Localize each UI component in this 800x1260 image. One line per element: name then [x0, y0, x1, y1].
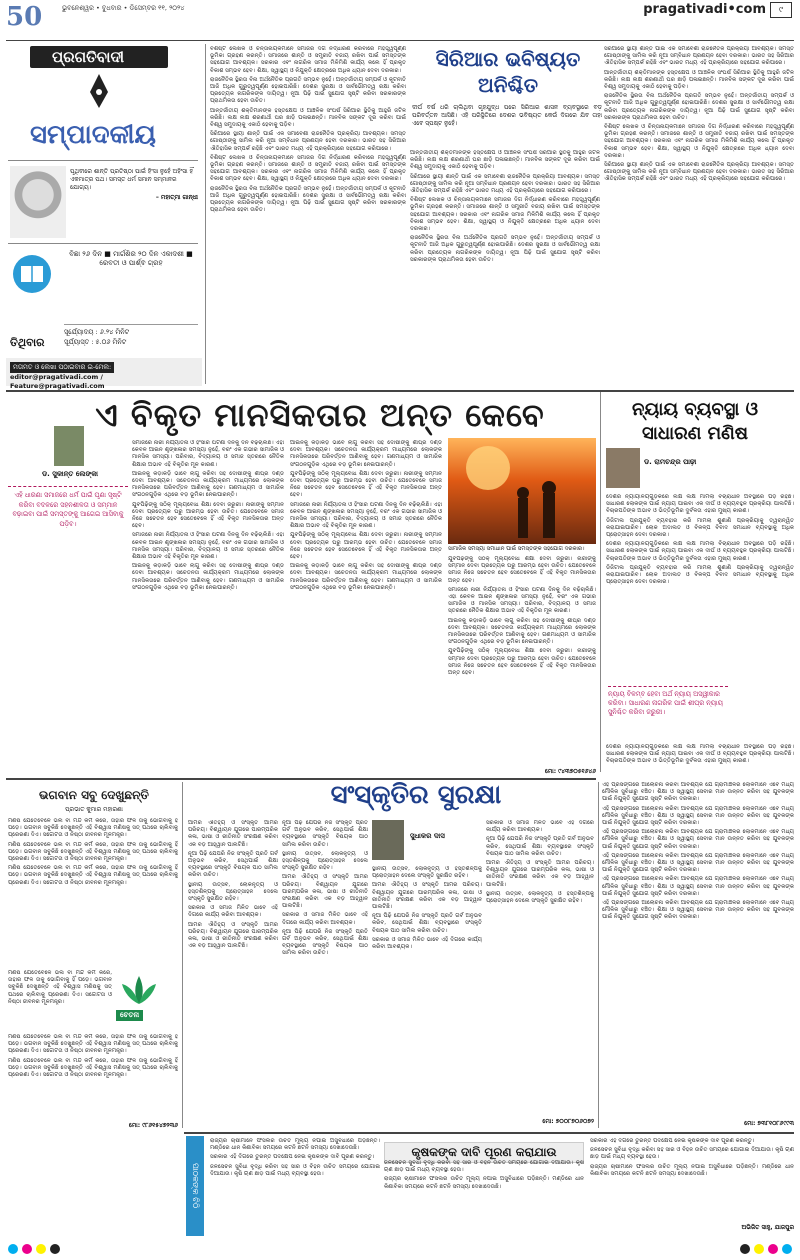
article-paragraph: ଏହି ପ୍ରସଙ୍ଗରେ ଆଲୋଚନା କରିବା ଆବଶ୍ୟକ ଯେ ଗ୍ରାମାଞ୍ଚଳର ଲୋକମାନେ ଏବେ ମଧ୍ୟ ମୌଳିକ ସୁବିଧାରୁ ବଞ୍ଚିତ। ଶିକ୍ଷା ଓ ସ୍ୱାସ୍ଥ୍ୟ ସେବାର ମାନ ଉନ୍ନତ କରିବା ସହ ଯୁବକଙ୍କ ପାଇଁ ନିଯୁକ୍ତି ସୁଯୋଗ ସୃଷ୍ଟି କରିବା ଦରକାର। [602, 852, 794, 874]
article-paragraph: ଯୁବପିଢ଼ିଙ୍କୁ ସଠିକ୍ ମୂଲ୍ୟବୋଧ ଶିକ୍ଷା ଦେବା ଜରୁରୀ। ନାରୀଙ୍କୁ ସମ୍ମାନ ଦେବା ପ୍ରତ୍ୟେକ ଘରୁ ଆରମ୍ଭ ହେବା ଉଚିତ। ଯେତେବେଳେ ସମାଜ ନିଜେ ସଚେତନ ହେବ ସେତେବେଳେ ହିଁ ଏହି ବିକୃତ ମାନସିକତାର ଅନ୍ତ ହେବ। [290, 532, 442, 561]
article-paragraph: ଦେଶର ନ୍ୟାୟାଳୟଗୁଡ଼ିକରେ ଲକ୍ଷ ଲକ୍ଷ ମାମଲା ବିଚାରାଧୀନ ଅବସ୍ଥାରେ ପଡ଼ି ରହିଛି। ସାଧାରଣ ଲୋକଙ୍କ ପାଇଁ ନ୍ୟାୟ ପାଇବା ଏକ ଦୀର୍ଘ ଓ ବ୍ୟୟବହୁଳ ପ୍ରକ୍ରିୟା ପାଲଟିଛି। ବିଚାରପତିଙ୍କ ଅଭାବ ଓ ଭିତ୍ତିଭୂମିର ଦୁର୍ବଳତା ଏହାର ମୁଖ୍ୟ କାରଣ। [606, 541, 794, 562]
editorial-paragraph: ରାଜନୈତିକ ସ୍ଥିରତା ବିନା ଅର୍ଥନୈତିକ ପ୍ରଗତି ସମ୍ଭବ ନୁହେଁ। ଅନ୍ତର୍ଜାତୀୟ ସମ୍ପର୍କ ଓ କୂଟନୀତି ଆଜି ଅଧିକ ଗୁରୁତ୍ୱପୂର୍ଣ୍ଣ ହୋଇପାରିଛି। ଦେଶର ସୁରକ୍ଷା ଓ ସାର୍ବଭୌମତ୍ୱ ରକ୍ଷା କରିବା ପ୍ରତ୍ୟେକ ନାଗରିକଙ୍କ ଦାୟିତ୍ୱ। ନୂଆ ପିଢ଼ି ପାଇଁ ସୁଯୋଗ ସୃଷ୍ଟି କରିବା ସରକାରଙ୍କ ପ୍ରାଥମିକତା ହେବା ଉଚିତ। [210, 76, 406, 105]
cyan-mark [782, 1244, 792, 1254]
gandhi-portrait [10, 166, 66, 238]
article-paragraph: ସ୍ଥାନୀୟ ଉତ୍ସବ, ଲୋକନୃତ୍ୟ ଓ ହସ୍ତଶିଳ୍ପକୁ ପ୍ରୋତ୍ସାହନ ଦେଲେ ସଂସ୍କୃତି ସୁରକ୍ଷିତ ରହିବ। [486, 890, 594, 905]
sun-times [64, 324, 198, 347]
section-rule [184, 1132, 794, 1134]
sanskriti-col-3 [372, 866, 482, 1126]
sanskriti-col-2 [282, 820, 368, 1126]
letter-signature: ଅଭିଜିତ ସାହୁ, ଯାଜପୁର [741, 1224, 794, 1231]
article-paragraph: ସ୍ଥାନୀୟ ଉତ୍ସବ, ଲୋକନୃତ୍ୟ ଓ ହସ୍ତଶିଳ୍ପକୁ ପ୍ରୋତ୍ସାହନ ଦେଲେ ସଂସ୍କୃତି ସୁରକ୍ଷିତ ରହିବ। [282, 850, 368, 872]
article-paragraph: ଆମର ଐତିହ୍ୟ ଓ ସଂସ୍କୃତି ଆମର ପରିଚୟ। ବିଶ୍ୱାୟନ ଯୁଗରେ ପାରମ୍ପରିକ କଳା, ଭାଷା ଓ ରୀତିନୀତି ସଂରକ୍ଷଣ କରିବା ଏକ ବଡ଼ ଆହ୍ୱାନ ପାଲଟିଛି। [282, 874, 368, 910]
main-col-2 [290, 440, 442, 766]
tithi-details: ବିଛା ୨୬ ଦିନ ■ ମାର୍ଗଶିର ୨୦ ଦିନ ଏକାଦଶୀ ■ ରେବତୀ ଓ ପାର୍ଶ୍ଵ ଗ୍ରହ [69, 250, 193, 267]
article-paragraph: ଆମର ଐତିହ୍ୟ ଓ ସଂସ୍କୃତି ଆମର ପରିଚୟ। ବିଶ୍ୱାୟନ ଯୁଗରେ ପାରମ୍ପରିକ କଳା, ଭାଷା ଓ ରୀତିନୀତି ସଂରକ୍ଷଣ କରିବା ଏକ ବଡ଼ ଆହ୍ୱାନ ପାଲଟିଛି। [486, 860, 594, 888]
article-paragraph: ନୂଆ ପିଢ଼ି ଯେପରି ନିଜ ସଂସ୍କୃତି ପ୍ରତି ଗର୍ବ ଅନୁଭବ କରିବ, ସେଥିପାଇଁ ଶିକ୍ଷା ବ୍ୟବସ୍ଥାରେ ସଂସ୍କୃତି ବିଷୟକ ପାଠ ସାମିଲ କରିବା ଉଚିତ। [372, 913, 482, 934]
article-paragraph: ସରକାର ଓ ସମାଜ ମିଳିତ ଭାବେ ଏହି ଦିଗରେ କାର୍ଯ୍ୟ କରିବା ଆବଶ୍ୟକ। [372, 936, 482, 951]
article-paragraph: ଏହି ପ୍ରସଙ୍ଗରେ ଆଲୋଚନା କରିବା ଆବଶ୍ୟକ ଯେ ଗ୍ରାମାଞ୍ଚଳର ଲୋକମାନେ ଏବେ ମଧ୍ୟ ମୌଳିକ ସୁବିଧାରୁ ବଞ୍ଚିତ। ଶିକ୍ଷା ଓ ସ୍ୱାସ୍ଥ୍ୟ ସେବାର ମାନ ଉନ୍ନତ କରିବା ସହ ଯୁବକଙ୍କ ପାଇଁ ନିଯୁକ୍ତି ସୁଯୋଗ ସୃଷ୍ଟି କରିବା ଦରକାର। [602, 829, 794, 850]
letter-paragraph: ଜଳସେଚନ ସୁବିଧା ବୃଦ୍ଧି କରିବା ସହ ସାର ଓ ବିହନ ଉଚିତ ସମୟରେ ଯୋଗାଇ ଦିଆଯାଉ। କୃଷି ଋଣ ଛାଡ଼ ପାଇଁ ମଧ୍ୟ ବ୍ୟବସ୍ଥା ହେଉ। [384, 1160, 584, 1174]
article-paragraph: ସମାଜରେ ନାରୀ ନିର୍ଯ୍ୟାତନା ଓ ହିଂସାର ଘଟଣା ଦିନକୁ ଦିନ ବଢ଼ିଚାଲିଛି। ଏହା କେବଳ ଆଇନ ଶୃଙ୍ଖଳାର ସମସ୍ୟା ନୁହେଁ, ବରଂ ଏକ ଗଭୀର ସାମାଜିକ ଓ ମାନସିକ ସମସ୍ୟା। ପରିବାର, ବିଦ୍ୟାଳୟ ଓ ସମାଜ ସ୍ତରରେ ନୈତିକ ଶିକ୍ଷାର ଅଭାବ ଏହି ବିକୃତିର ମୂଳ କାରଣ। [132, 532, 284, 561]
main-headline: ଏ ବିକୃତ ମାନସିକତାର ଅନ୍ତ କେବେ [95, 396, 545, 434]
article-paragraph: ଏହି ପ୍ରସଙ୍ଗରେ ଆଲୋଚନା କରିବା ଆବଶ୍ୟକ ଯେ ଗ୍ରାମାଞ୍ଚଳର ଲୋକମାନେ ଏବେ ମଧ୍ୟ ମୌଳିକ ସୁବିଧାରୁ ବଞ୍ଚିତ। ଶିକ୍ଷା ଓ ସ୍ୱାସ୍ଥ୍ୟ ସେବାର ମାନ ଉନ୍ନତ କରିବା ସହ ଯୁବକଙ୍କ ପାଇଁ ନିଯୁକ୍ତି ସୁଯୋଗ ସୃଷ୍ଟି କରିବା ଦରକାର। [602, 900, 794, 921]
nyaya-col-tail [606, 744, 794, 776]
author-contact: ମୋ: ୯୪୩୭୦୫୧୬୪୬ [544, 768, 596, 775]
article-paragraph: ନୂଆ ପିଢ଼ି ଯେପରି ନିଜ ସଂସ୍କୃତି ପ୍ରତି ଗର୍ବ ଅନୁଭବ କରିବ, ସେଥିପାଇଁ ଶିକ୍ଷା ବ୍ୟବସ୍ଥାରେ ସଂସ୍କୃତି ବିଷୟକ ପାଠ ସାମିଲ କରିବା ଉଚିତ। [282, 928, 368, 957]
main-col-3 [448, 556, 596, 766]
email-address[interactable]: editor@pragativadi.com / Feature@pragativadi.com [10, 373, 105, 390]
editorial-paragraph: ବିଶିଷ୍ଟ ଲେଖକ ଓ ଚିନ୍ତାନାୟକମାନେ ସମାଜର ଦିଗ ନିର୍ଦ୍ଧାରଣ କରିବାରେ ମହତ୍ତ୍ୱପୂର୍ଣ୍ଣ ଭୂମିକା ଗ୍ରହଣ କରନ୍ତି। ସମାଜରେ ଶାନ୍ତି ଓ ସମ୍ପ୍ରୀତି ବଜାୟ ରଖିବା ପାଇଁ ସମସ୍ତଙ୍କ ସହଯୋଗ ଆବଶ୍ୟକ। ସରକାର ଏବଂ ନାଗରିକ ସମାଜ ମିଳିମିଶି କାର୍ଯ୍ୟ କଲେ ହିଁ ପ୍ରକୃତ ବିକାଶ ସମ୍ଭବ ହେବ। ଶିକ୍ଷା, ସ୍ୱାସ୍ଥ୍ୟ ଓ ନିଯୁକ୍ତି କ୍ଷେତ୍ରରେ ଅଧିକ ଧ୍ୟାନ ଦେବା ଦରକାର। [210, 46, 406, 74]
article-paragraph: ସରକାର ଓ ସମାଜ ମିଳିତ ଭାବେ ଏହି ଦିଗରେ କାର୍ଯ୍ୟ କରିବା ଆବଶ୍ୟକ। [282, 912, 368, 926]
sanskriti-col-1 [188, 820, 278, 1126]
article-paragraph: ମଣିଷ ଯେତେବେଳେ ଭଲ ବା ମନ୍ଦ କର୍ମ କରେ, ତାହାର ଫଳ ତାକୁ ଭୋଗିବାକୁ ହିଁ ପଡ଼େ। ଭଗବାନ ସବୁକିଛି ଦେଖୁଛନ୍ତି ଏହି ବିଶ୍ୱାସ ମଣିଷକୁ ସତ୍ ପଥରେ ଚାଲିବାକୁ ପ୍ରେରଣା ଦିଏ। ସଚ୍ଚୋଟତା ଓ ନିଷ୍ଠା ଜୀବନର ମୂଳମନ୍ତ୍ର। [8, 1057, 178, 1079]
letter-paragraph: ରାଜ୍ୟର ଚାଷୀମାନେ ଫସଲର ଉଚିତ ମୂଲ୍ୟ ନପାଇ ଅସୁବିଧାରେ ପଡ଼ିଛନ୍ତି। ମଣ୍ଡିରେ ଧାନ କିଣାବିକା ସମୟରେ କଟନି ଛଟନି ସମସ୍ୟା ଦେଖାଦେଉଛି। [210, 1138, 380, 1152]
masthead-rule [6, 40, 794, 41]
black-mark [740, 1244, 750, 1254]
article-paragraph: ଯୁବପିଢ଼ିଙ୍କୁ ସଠିକ୍ ମୂଲ୍ୟବୋଧ ଶିକ୍ଷା ଦେବା ଜରୁରୀ। ନାରୀଙ୍କୁ ସମ୍ମାନ ଦେବା ପ୍ରତ୍ୟେକ ଘରୁ ଆରମ୍ଭ ହେବା ଉଚିତ। ଯେତେବେଳେ ସମାଜ ନିଜେ ସଚେତନ ହେବ ସେତେବେଳେ ହିଁ ଏହି ବିକୃତ ମାନସିକତାର ଅନ୍ତ ହେବ। [448, 648, 596, 677]
author-photo [54, 426, 84, 466]
article-paragraph: ଆମର ଐତିହ୍ୟ ଓ ସଂସ୍କୃତି ଆମର ପରିଚୟ। ବିଶ୍ୱାୟନ ଯୁଗରେ ପାରମ୍ପରିକ କଳା, ଭାଷା ଓ ରୀତିନୀତି ସଂରକ୍ଷଣ କରିବା ଏକ ବଡ଼ ଆହ୍ୱାନ ପାଲଟିଛି। [188, 921, 278, 950]
syria-lead: ଦୀର୍ଘ ବର୍ଷ ଧରି ଚାଲିଥିବା ଗୃହଯୁଦ୍ଧ ପରେ ସିରିଆର ଶାସନ ବ୍ୟବସ୍ଥାରେ ବଡ଼ ପରିବର୍ତ୍ତନ ଆସିଛି। ଏହି ପରିସ୍ଥିତିରେ ଦେଶର ଭବିଷ୍ୟତ କେଉଁ ଦିଗରେ ଯିବ ତାହା ଏବେ ସ୍ପଷ୍ଟ ନୁହେଁ। [412, 104, 602, 127]
syria-headline: ସିରିଆର ଭବିଷ୍ୟତ ଅନିଶ୍ଚିତ [435, 47, 581, 97]
email-heading: ମତାମତ ଓ ଲେଖା ପଠାଇବାର ଇ-ମେଲ: [10, 362, 114, 373]
divider [182, 782, 183, 1128]
nyaya-author-name: ଡ. ରାମଚନ୍ଦ୍ର ପାଢ଼ୀ [644, 458, 697, 466]
magenta-mark [22, 1244, 32, 1254]
right-lower-col [602, 782, 794, 1118]
letters-col-2 [384, 1160, 584, 1234]
article-paragraph: ଆଇନକୁ କଡ଼ାକଡ଼ି ଭାବେ ଲାଗୁ କରିବା ସହ ଦୋଷୀଙ୍କୁ ଶୀଘ୍ର ଦଣ୍ଡ ଦେବା ଆବଶ୍ୟକ। ସଚେତନତା କାର୍ଯ୍ୟକ୍ରମ ମାଧ୍ୟମରେ ଲୋକଙ୍କ ମାନସିକତାରେ ପରିବର୍ତ୍ତନ ଆଣିବାକୁ ହେବ। ଗଣମାଧ୍ୟମ ଓ ସାମାଜିକ ସଂଗଠନଗୁଡ଼ିକ ଏଥିରେ ବଡ଼ ଭୂମିକା ନେଇପାରନ୍ତି। [132, 563, 284, 591]
color-registration-marks [8, 1244, 208, 1254]
nyaya-pull-quote: ନ୍ୟାୟ ବିଳମ୍ବ ହେବା ଅର୍ଥ ନ୍ୟାୟ ଅସ୍ୱୀକାର କରିବା। ସାଧାରଣ ନାଗରିକ ପାଇଁ ଶୀଘ୍ର ନ୍ୟାୟ ସୁନିଶ୍ଚିତ କରିବା ଜରୁରୀ। [608, 686, 728, 717]
pen-nib-icon [80, 72, 118, 110]
right-lower-contact: ମୋ: ୭୩୮୧୦୮୬୯୯୩ [744, 1120, 794, 1127]
article-paragraph: ସ୍ଥାନୀୟ ଉତ୍ସବ, ଲୋକନୃତ୍ୟ ଓ ହସ୍ତଶିଳ୍ପକୁ ପ୍ରୋତ୍ସାହନ ଦେଲେ ସଂସ୍କୃତି ସୁରକ୍ଷିତ ରହିବ। [372, 866, 482, 880]
quote-body: ପୃଥିବୀରେ ଶାନ୍ତି ପ୍ରତିଷ୍ଠା ପାଇଁ ହିଂସା ନୁହେଁ ଅହିଂସା ହିଁ ଏକମାତ୍ର ପଥ। ସମସ୍ତ ଧର୍ମ ସମାନ ସମ୍ମାନର ଯୋଗ୍ୟ। [70, 168, 193, 191]
letter-paragraph: ଜଳସେଚନ ସୁବିଧା ବୃଦ୍ଧି କରିବା ସହ ସାର ଓ ବିହନ ଉଚିତ ସମୟରେ ଯୋଗାଇ ଦିଆଯାଉ। କୃଷି ଋଣ ଛାଡ଼ ପାଇଁ ମଧ୍ୟ ବ୍ୟବସ୍ଥା ହେଉ। [210, 1163, 380, 1177]
chetna-badge: ଚେତନା [116, 1010, 143, 1021]
sanskriti-author-photo [372, 820, 404, 860]
divider [205, 44, 206, 384]
article-paragraph: ଯୁବପିଢ଼ିଙ୍କୁ ସଠିକ୍ ମୂଲ୍ୟବୋଧ ଶିକ୍ଷା ଦେବା ଜରୁରୀ। ନାରୀଙ୍କୁ ସମ୍ମାନ ଦେବା ପ୍ରତ୍ୟେକ ଘରୁ ଆରମ୍ଭ ହେବା ଉଚିତ। ଯେତେବେଳେ ସମାଜ ନିଜେ ସଚେତନ ହେବ ସେତେବେଳେ ହିଁ ଏହି ବିକୃତ ମାନସିକତାର ଅନ୍ତ ହେବ। [448, 556, 596, 584]
quote-text [70, 168, 198, 202]
editorial-paragraph: ସିରିଆରେ ସ୍ଥାୟୀ ଶାନ୍ତି ପାଇଁ ଏକ ସମାବେଶୀ ରାଜନୈତିକ ପ୍ରକ୍ରିୟା ଆବଶ୍ୟକ। ସମସ୍ତ ଗୋଷ୍ଠୀଙ୍କୁ ସାମିଲ କରି ନୂଆ ସମ୍ବିଧାନ ପ୍ରଣୟନ ହେବା ଦରକାର। ଭାରତ ସହ ସିରିଆର ଐତିହାସିକ ସମ୍ପର୍କ ରହିଛି ଏବଂ ଭାରତ ମଧ୍ୟ ଏହି ପ୍ରକ୍ରିୟାରେ ସହଯୋଗ କରିପାରେ। [604, 46, 794, 67]
letters-col-1 [210, 1138, 380, 1234]
bhagwan-col [8, 818, 178, 968]
editorial-paragraph: ଆନ୍ତର୍ଜାତୀୟ ଶକ୍ତିମାନଙ୍କ ହସ୍ତକ୍ଷେପ ଓ ଆଞ୍ଚଳିକ ସଂଘର୍ଷ ସିରିଆର ସ୍ଥିତିକୁ ଆହୁରି ଜଟିଳ କରିଛି। ଲକ୍ଷ ଲକ୍ଷ ଶରଣାର୍ଥୀ ଘର ଛାଡ଼ି ପଳାଇଛନ୍ତି। ମାନବିକ ସଙ୍କଟ ଦୂର କରିବା ପାଇଁ ବିଶ୍ୱ ସମୁଦାୟକୁ ଏକାଠି ହେବାକୁ ପଡ଼ିବ। [604, 69, 794, 91]
article-paragraph: ଆଇନକୁ କଡ଼ାକଡ଼ି ଭାବେ ଲାଗୁ କରିବା ସହ ଦୋଷୀଙ୍କୁ ଶୀଘ୍ର ଦଣ୍ଡ ଦେବା ଆବଶ୍ୟକ। ସଚେତନତା କାର୍ଯ୍ୟକ୍ରମ ମାଧ୍ୟମରେ ଲୋକଙ୍କ ମାନସିକତାରେ ପରିବର୍ତ୍ତନ ଆଣିବାକୁ ହେବ। ଗଣମାଧ୍ୟମ ଓ ସାମାଜିକ ସଂଗଠନଗୁଡ଼ିକ ଏଥିରେ ବଡ଼ ଭୂମିକା ନେଇପାରନ୍ତି। [448, 617, 596, 646]
article-paragraph: ଯୁବପିଢ଼ିଙ୍କୁ ସଠିକ୍ ମୂଲ୍ୟବୋଧ ଶିକ୍ଷା ଦେବା ଜରୁରୀ। ନାରୀଙ୍କୁ ସମ୍ମାନ ଦେବା ପ୍ରତ୍ୟେକ ଘରୁ ଆରମ୍ଭ ହେବା ଉଚିତ। ଯେତେବେଳେ ସମାଜ ନିଜେ ସଚେତନ ହେବ ସେତେବେଳେ ହିଁ ଏହି ବିକୃତ ମାନସିକତାର ଅନ୍ତ ହେବ। [132, 501, 284, 530]
article-paragraph: ଯୁବପିଢ଼ିଙ୍କୁ ସଠିକ୍ ମୂଲ୍ୟବୋଧ ଶିକ୍ଷା ଦେବା ଜରୁରୀ। ନାରୀଙ୍କୁ ସମ୍ମାନ ଦେବା ପ୍ରତ୍ୟେକ ଘରୁ ଆରମ୍ଭ ହେବା ଉଚିତ। ଯେତେବେଳେ ସମାଜ ନିଜେ ସଚେତନ ହେବ ସେତେବେଳେ ହିଁ ଏହି ବିକୃତ ମାନସିକତାର ଅନ୍ତ ହେବ। [290, 470, 442, 499]
editorial-paragraph: ରାଜନୈତିକ ସ୍ଥିରତା ବିନା ଅର୍ଥନୈତିକ ପ୍ରଗତି ସମ୍ଭବ ନୁହେଁ। ଅନ୍ତର୍ଜାତୀୟ ସମ୍ପର୍କ ଓ କୂଟନୀତି ଆଜି ଅଧିକ ଗୁରୁତ୍ୱପୂର୍ଣ୍ଣ ହୋଇପାରିଛି। ଦେଶର ସୁରକ୍ଷା ଓ ସାର୍ବଭୌମତ୍ୱ ରକ୍ଷା କରିବା ପ୍ରତ୍ୟେକ ନାଗରିକଙ୍କ ଦାୟିତ୍ୱ। ନୂଆ ପିଢ଼ି ପାଇଁ ସୁଯୋଗ ସୃଷ୍ଟି କରିବା ସରକାରଙ୍କ ପ୍ରାଥମିକତା ହେବା ଉଚିତ। [210, 185, 406, 214]
editorial-col-1 [210, 46, 406, 386]
editorial-col-3 [604, 46, 794, 386]
nyaya-author-photo [606, 448, 640, 488]
editorial-paragraph: ସିରିଆରେ ସ୍ଥାୟୀ ଶାନ୍ତି ପାଇଁ ଏକ ସମାବେଶୀ ରାଜନୈତିକ ପ୍ରକ୍ରିୟା ଆବଶ୍ୟକ। ସମସ୍ତ ଗୋଷ୍ଠୀଙ୍କୁ ସାମିଲ କରି ନୂଆ ସମ୍ବିଧାନ ପ୍ରଣୟନ ହେବା ଦରକାର। ଭାରତ ସହ ସିରିଆର ଐତିହାସିକ ସମ୍ପର୍କ ରହିଛି ଏବଂ ଭାରତ ମଧ୍ୟ ଏହି ପ୍ରକ୍ରିୟାରେ ସହଯୋଗ କରିପାରେ। [410, 173, 600, 195]
lotus-icon [116, 972, 162, 1010]
black-mark [50, 1244, 60, 1254]
sanskriti-contact: ମୋ: ୭୦୦୮୭୦୬୦୭୨ [542, 1118, 594, 1125]
article-paragraph: ଆଇନକୁ କଡ଼ାକଡ଼ି ଭାବେ ଲାଗୁ କରିବା ସହ ଦୋଷୀଙ୍କୁ ଶୀଘ୍ର ଦଣ୍ଡ ଦେବା ଆବଶ୍ୟକ। ସଚେତନତା କାର୍ଯ୍ୟକ୍ରମ ମାଧ୍ୟମରେ ଲୋକଙ୍କ ମାନସିକତାରେ ପରିବର୍ତ୍ତନ ଆଣିବାକୁ ହେବ। ଗଣମାଧ୍ୟମ ଓ ସାମାଜିକ ସଂଗଠନଗୁଡ଼ିକ ଏଥିରେ ବଡ଼ ଭୂମିକା ନେଇପାରନ୍ତି। [132, 470, 284, 499]
cyan-mark [8, 1244, 18, 1254]
sunrise: ସୂର୍ଯ୍ୟୋଦୟ : ୬.୨୪ ମିନିଟ [64, 328, 130, 336]
article-paragraph: ମଣିଷ ଯେତେବେଳେ ଭଲ ବା ମନ୍ଦ କର୍ମ କରେ, ତାହାର ଫଳ ତାକୁ ଭୋଗିବାକୁ ହିଁ ପଡ଼େ। ଭଗବାନ ସବୁକିଛି ଦେଖୁଛନ୍ତି ଏହି ବିଶ୍ୱାସ ମଣିଷକୁ ସତ୍ ପଥରେ ଚାଲିବାକୁ ପ୍ରେରଣା ଦିଏ। ସଚ୍ଚୋଟତା ଓ ନିଷ୍ଠା ଜୀବନର ମୂଳମନ୍ତ୍ର। [8, 818, 178, 839]
letter-paragraph: ରାଜ୍ୟର ଚାଷୀମାନେ ଫସଲର ଉଚିତ ମୂଲ୍ୟ ନପାଇ ଅସୁବିଧାରେ ପଡ଼ିଛନ୍ତି। ମଣ୍ଡିରେ ଧାନ କିଣାବିକା ସମୟରେ କଟନି ଛଟନି ସମସ୍ୟା ଦେଖାଦେଉଛି। [384, 1176, 584, 1190]
editorial-paragraph: ଆନ୍ତର୍ଜାତୀୟ ଶକ୍ତିମାନଙ୍କ ହସ୍ତକ୍ଷେପ ଓ ଆଞ୍ଚଳିକ ସଂଘର୍ଷ ସିରିଆର ସ୍ଥିତିକୁ ଆହୁରି ଜଟିଳ କରିଛି। ଲକ୍ଷ ଲକ୍ଷ ଶରଣାର୍ଥୀ ଘର ଛାଡ଼ି ପଳାଇଛନ୍ତି। ମାନବିକ ସଙ୍କଟ ଦୂର କରିବା ପାଇଁ ବିଶ୍ୱ ସମୁଦାୟକୁ ଏକାଠି ହେବାକୁ ପଡ଼ିବ। [210, 107, 406, 129]
date-line: ଭୁବନେଶ୍ୱର • ବୁଧବାର • ଡିସେମ୍ବର ୧୧, ୨୦୨୪ [62, 4, 185, 12]
letters-band: ପାଠକଙ୍କ ଚିଠି [186, 1136, 204, 1236]
editorial-paragraph: ସିରିଆରେ ସ୍ଥାୟୀ ଶାନ୍ତି ପାଇଁ ଏକ ସମାବେଶୀ ରାଜନୈତିକ ପ୍ରକ୍ରିୟା ଆବଶ୍ୟକ। ସମସ୍ତ ଗୋଷ୍ଠୀଙ୍କୁ ସାମିଲ କରି ନୂଆ ସମ୍ବିଧାନ ପ୍ରଣୟନ ହେବା ଦରକାର। ଭାରତ ସହ ସିରିଆର ଐତିହାସିକ ସମ୍ପର୍କ ରହିଛି ଏବଂ ଭାରତ ମଧ୍ୟ ଏହି ପ୍ରକ୍ରିୟାରେ ସହଯୋଗ କରିପାରେ। [210, 131, 406, 152]
bhagwan-contact: ମୋ: ୯୮୬୧୫୪୭୨୩୬ [128, 1122, 178, 1129]
fire-scene-image [448, 438, 596, 544]
editorial-paragraph: ବିଶିଷ୍ଟ ଲେଖକ ଓ ଚିନ୍ତାନାୟକମାନେ ସମାଜର ଦିଗ ନିର୍ଦ୍ଧାରଣ କରିବାରେ ମହତ୍ତ୍ୱପୂର୍ଣ୍ଣ ଭୂମିକା ଗ୍ରହଣ କରନ୍ତି। ସମାଜରେ ଶାନ୍ତି ଓ ସମ୍ପ୍ରୀତି ବଜାୟ ରଖିବା ପାଇଁ ସମସ୍ତଙ୍କ ସହଯୋଗ ଆବଶ୍ୟକ। ସରକାର ଏବଂ ନାଗରିକ ସମାଜ ମିଳିମିଶି କାର୍ଯ୍ୟ କଲେ ହିଁ ପ୍ରକୃତ ବିକାଶ ସମ୍ଭବ ହେବ। ଶିକ୍ଷା, ସ୍ୱାସ୍ଥ୍ୟ ଓ ନିଯୁକ୍ତି କ୍ଷେତ୍ରରେ ଅଧିକ ଧ୍ୟାନ ଦେବା ଦରକାର। [410, 197, 600, 233]
letter-paragraph: ସରକାର ଏହି ଦିଗରେ ତୁରନ୍ତ ପଦକ୍ଷେପ ନେଇ କୃଷକଙ୍କ ଦାବି ପୂରଣ କରନ୍ତୁ। [590, 1138, 755, 1144]
article-paragraph: ଦେଶର ନ୍ୟାୟାଳୟଗୁଡ଼ିକରେ ଲକ୍ଷ ଲକ୍ଷ ମାମଲା ବିଚାରାଧୀନ ଅବସ୍ଥାରେ ପଡ଼ି ରହିଛି। ସାଧାରଣ ଲୋକଙ୍କ ପାଇଁ ନ୍ୟାୟ ପାଇବା ଏକ ଦୀର୍ଘ ଓ ବ୍ୟୟବହୁଳ ପ୍ରକ୍ରିୟା ପାଲଟିଛି। ବିଚାରପତିଙ୍କ ଅଭାବ ଓ ଭିତ୍ତିଭୂମିର ଦୁର୍ବଳତା ଏହାର ମୁଖ୍ୟ କାରଣ। [606, 494, 794, 515]
editorial-paragraph: ଆନ୍ତର୍ଜାତୀୟ ଶକ୍ତିମାନଙ୍କ ହସ୍ତକ୍ଷେପ ଓ ଆଞ୍ଚଳିକ ସଂଘର୍ଷ ସିରିଆର ସ୍ଥିତିକୁ ଆହୁରି ଜଟିଳ କରିଛି। ଲକ୍ଷ ଲକ୍ଷ ଶରଣାର୍ଥୀ ଘର ଛାଡ଼ି ପଳାଇଛନ୍ତି। ମାନବିକ ସଙ୍କଟ ଦୂର କରିବା ପାଇଁ ବିଶ୍ୱ ସମୁଦାୟକୁ ଏକାଠି ହେବାକୁ ପଡ଼ିବ। [410, 150, 600, 171]
article-paragraph: ଆମର ଐତିହ୍ୟ ଓ ସଂସ୍କୃତି ଆମର ପରିଚୟ। ବିଶ୍ୱାୟନ ଯୁଗରେ ପାରମ୍ପରିକ କଳା, ଭାଷା ଓ ରୀତିନୀତି ସଂରକ୍ଷଣ କରିବା ଏକ ବଡ଼ ଆହ୍ୱାନ ପାଲଟିଛି। [372, 882, 482, 911]
article-paragraph: ନୂଆ ପିଢ଼ି ଯେପରି ନିଜ ସଂସ୍କୃତି ପ୍ରତି ଗର୍ବ ଅନୁଭବ କରିବ, ସେଥିପାଇଁ ଶିକ୍ଷା ବ୍ୟବସ୍ଥାରେ ସଂସ୍କୃତି ବିଷୟକ ପାଠ ସାମିଲ କରିବା ଉଚିତ। [486, 836, 594, 857]
letter-paragraph: ସରକାର ଏହି ଦିଗରେ ତୁରନ୍ତ ପଦକ୍ଷେପ ନେଇ କୃଷକଙ୍କ ଦାବି ପୂରଣ କରନ୍ତୁ। [210, 1154, 375, 1161]
article-paragraph: ଏହି ପ୍ରସଙ୍ଗରେ ଆଲୋଚନା କରିବା ଆବଶ୍ୟକ ଯେ ଗ୍ରାମାଞ୍ଚଳର ଲୋକମାନେ ଏବେ ମଧ୍ୟ ମୌଳିକ ସୁବିଧାରୁ ବଞ୍ଚିତ। ଶିକ୍ଷା ଓ ସ୍ୱାସ୍ଥ୍ୟ ସେବାର ମାନ ଉନ୍ନତ କରିବା ସହ ଯୁବକଙ୍କ ପାଇଁ ନିଯୁକ୍ତି ସୁଯୋଗ ସୃଷ୍ଟି କରିବା ଦରକାର। [602, 805, 794, 827]
article-paragraph: ଏହି ପ୍ରସଙ୍ଗରେ ଆଲୋଚନା କରିବା ଆବଶ୍ୟକ ଯେ ଗ୍ରାମାଞ୍ଚଳର ଲୋକମାନେ ଏବେ ମଧ୍ୟ ମୌଳିକ ସୁବିଧାରୁ ବଞ୍ଚିତ। ଶିକ୍ଷା ଓ ସ୍ୱାସ୍ଥ୍ୟ ସେବାର ମାନ ଉନ୍ନତ କରିବା ସହ ଯୁବକଙ୍କ ପାଇଁ ନିଯୁକ୍ତି ସୁଯୋଗ ସୃଷ୍ଟି କରିବା ଦରକାର। [602, 782, 794, 803]
article-paragraph: ଦେଶର ନ୍ୟାୟାଳୟଗୁଡ଼ିକରେ ଲକ୍ଷ ଲକ୍ଷ ମାମଲା ବିଚାରାଧୀନ ଅବସ୍ଥାରେ ପଡ଼ି ରହିଛି। ସାଧାରଣ ଲୋକଙ୍କ ପାଇଁ ନ୍ୟାୟ ପାଇବା ଏକ ଦୀର୍ଘ ଓ ବ୍ୟୟବହୁଳ ପ୍ରକ୍ରିୟା ପାଲଟିଛି। ବିଚାରପତିଙ୍କ ଅଭାବ ଓ ଭିତ୍ତିଭୂମିର ଦୁର୍ବଳତା ଏହାର ମୁଖ୍ୟ କାରଣ। [606, 744, 794, 765]
anniversary-badge: 50 [6, 2, 43, 32]
sanskriti-headline: ସଂସ୍କୃତିର ସୁରକ୍ଷା [330, 780, 502, 810]
article-paragraph: ସମାଜରେ ନାରୀ ନିର୍ଯ୍ୟାତନା ଓ ହିଂସାର ଘଟଣା ଦିନକୁ ଦିନ ବଢ଼ିଚାଲିଛି। ଏହା କେବଳ ଆଇନ ଶୃଙ୍ଖଳାର ସମସ୍ୟା ନୁହେଁ, ବରଂ ଏକ ଗଭୀର ସାମାଜିକ ଓ ମାନସିକ ସମସ୍ୟା। ପରିବାର, ବିଦ୍ୟାଳୟ ଓ ସମାଜ ସ୍ତରରେ ନୈତିକ ଶିକ୍ଷାର ଅଭାବ ଏହି ବିକୃତିର ମୂଳ କାରଣ। [132, 440, 284, 468]
photo-caption: ସାମାଜିକ ସମସ୍ୟା ସମାଧାନ ପାଇଁ ସମସ୍ତଙ୍କ ସହଯୋଗ ଦରକାର। [448, 546, 585, 552]
article-paragraph: ମଣିଷ ଯେତେବେଳେ ଭଲ ବା ମନ୍ଦ କର୍ମ କରେ, ତାହାର ଫଳ ତାକୁ ଭୋଗିବାକୁ ହିଁ ପଡ଼େ। ଭଗବାନ ସବୁକିଛି ଦେଖୁଛନ୍ତି ଏହି ବିଶ୍ୱାସ ମଣିଷକୁ ସତ୍ ପଥରେ ଚାଲିବାକୁ ପ୍ରେରଣା ଦିଏ। ସଚ୍ଚୋଟତା ଓ ନିଷ୍ଠା ଜୀବନର ମୂଳମନ୍ତ୍ର। [8, 865, 178, 886]
author-name: ଡ. ସୁକାନ୍ତ ଲେଙ୍କା [41, 470, 99, 478]
calendar-book-icon [10, 254, 54, 294]
letter-paragraph: ଜଳସେଚନ ସୁବିଧା ବୃଦ୍ଧି କରିବା ସହ ସାର ଓ ବିହନ ଉଚିତ ସମୟରେ ଯୋଗାଇ ଦିଆଯାଉ। କୃଷି ଋଣ ଛାଡ଼ ପାଇଁ ମଧ୍ୟ ବ୍ୟବସ୍ଥା ହେଉ। [590, 1147, 794, 1161]
article-paragraph: ନୂଆ ପିଢ଼ି ଯେପରି ନିଜ ସଂସ୍କୃତି ପ୍ରତି ଗର୍ବ ଅନୁଭବ କରିବ, ସେଥିପାଇଁ ଶିକ୍ଷା ବ୍ୟବସ୍ଥାରେ ସଂସ୍କୃତି ବିଷୟକ ପାଠ ସାମିଲ କରିବା ଉଚିତ। [188, 850, 278, 879]
bhagwan-headline: ଭଗବାନ ସବୁ ଦେଖୁଛନ୍ତି [39, 788, 149, 802]
page-number: ୯ [770, 2, 792, 18]
bhagwan-col-left [8, 970, 112, 1032]
bhagwan-byline: ପ୍ରଭାତ କୁମାର ମହାରଣା [65, 806, 123, 813]
editorial-paragraph: ବିଶିଷ୍ଟ ଲେଖକ ଓ ଚିନ୍ତାନାୟକମାନେ ସମାଜର ଦିଗ ନିର୍ଦ୍ଧାରଣ କରିବାରେ ମହତ୍ତ୍ୱପୂର୍ଣ୍ଣ ଭୂମିକା ଗ୍ରହଣ କରନ୍ତି। ସମାଜରେ ଶାନ୍ତି ଓ ସମ୍ପ୍ରୀତି ବଜାୟ ରଖିବା ପାଇଁ ସମସ୍ତଙ୍କ ସହଯୋଗ ଆବଶ୍ୟକ। ସରକାର ଏବଂ ନାଗରିକ ସମାଜ ମିଳିମିଶି କାର୍ଯ୍ୟ କଲେ ହିଁ ପ୍ରକୃତ ବିକାଶ ସମ୍ଭବ ହେବ। ଶିକ୍ଷା, ସ୍ୱାସ୍ଥ୍ୟ ଓ ନିଯୁକ୍ତି କ୍ଷେତ୍ରରେ ଅଧିକ ଧ୍ୟାନ ଦେବା ଦରକାର। [604, 124, 794, 159]
divider [600, 392, 601, 772]
nyaya-headline: ନ୍ୟାୟ ବ୍ୟବସ୍ଥା ଓ ସାଧାରଣ ମଣିଷ [631, 399, 759, 444]
sunset: ସୂର୍ଯ୍ୟାସ୍ତ : ୫.୦୬ ମିନିଟ [64, 338, 127, 346]
sanskriti-col-4 [486, 820, 594, 1116]
article-paragraph: ସରକାର ଓ ସମାଜ ମିଳିତ ଭାବେ ଏହି ଦିଗରେ କାର୍ଯ୍ୟ କରିବା ଆବଶ୍ୟକ। [188, 905, 278, 919]
article-photo [448, 438, 596, 544]
article-paragraph: ଡିଜିଟାଲ ପ୍ରଯୁକ୍ତି ବ୍ୟବହାର କରି ମାମଲା ଶୁଣାଣି ପ୍ରକ୍ରିୟାକୁ ତ୍ୱରାନ୍ୱିତ କରାଯାଇପାରିବ। ଲୋକ ଅଦାଲତ ଓ ବିକଳ୍ପ ବିବାଦ ସମାଧାନ ବ୍ୟବସ୍ଥାକୁ ଅଧିକ ପ୍ରୋତ୍ସାହନ ଦେବା ଦରକାର। [606, 517, 794, 539]
article-paragraph: ସମାଜରେ ନାରୀ ନିର୍ଯ୍ୟାତନା ଓ ହିଂସାର ଘଟଣା ଦିନକୁ ଦିନ ବଢ଼ିଚାଲିଛି। ଏହା କେବଳ ଆଇନ ଶୃଙ୍ଖଳାର ସମସ୍ୟା ନୁହେଁ, ବରଂ ଏକ ଗଭୀର ସାମାଜିକ ଓ ମାନସିକ ସମସ୍ୟା। ପରିବାର, ବିଦ୍ୟାଳୟ ଓ ସମାଜ ସ୍ତରରେ ନୈତିକ ଶିକ୍ଷାର ଅଭାବ ଏହି ବିକୃତିର ମୂଳ କାରଣ। [448, 586, 596, 615]
editorial-col-2 [410, 150, 600, 386]
editorial-paragraph: ସିରିଆରେ ସ୍ଥାୟୀ ଶାନ୍ତି ପାଇଁ ଏକ ସମାବେଶୀ ରାଜନୈତିକ ପ୍ରକ୍ରିୟା ଆବଶ୍ୟକ। ସମସ୍ତ ଗୋଷ୍ଠୀଙ୍କୁ ସାମିଲ କରି ନୂଆ ସମ୍ବିଧାନ ପ୍ରଣୟନ ହେବା ଦରକାର। ଭାରତ ସହ ସିରିଆର ଐତିହାସିକ ସମ୍ପର୍କ ରହିଛି ଏବଂ ଭାରତ ମଧ୍ୟ ଏହି ପ୍ରକ୍ରିୟାରେ ସହଯୋଗ କରିପାରେ। [604, 162, 794, 183]
article-paragraph: ଆମର ଐତିହ୍ୟ ଓ ସଂସ୍କୃତି ଆମର ପରିଚୟ। ବିଶ୍ୱାୟନ ଯୁଗରେ ପାରମ୍ପରିକ କଳା, ଭାଷା ଓ ରୀତିନୀତି ସଂରକ୍ଷଣ କରିବା ଏକ ବଡ଼ ଆହ୍ୱାନ ପାଲଟିଛି। [188, 820, 278, 848]
editorial-paragraph: ରାଜନୈତିକ ସ୍ଥିରତା ବିନା ଅର୍ଥନୈତିକ ପ୍ରଗତି ସମ୍ଭବ ନୁହେଁ। ଅନ୍ତର୍ଜାତୀୟ ସମ୍ପର୍କ ଓ କୂଟନୀତି ଆଜି ଅଧିକ ଗୁରୁତ୍ୱପୂର୍ଣ୍ଣ ହୋଇପାରିଛି। ଦେଶର ସୁରକ୍ଷା ଓ ସାର୍ବଭୌମତ୍ୱ ରକ୍ଷା କରିବା ପ୍ରତ୍ୟେକ ନାଗରିକଙ୍କ ଦାୟିତ୍ୱ। ନୂଆ ପିଢ଼ି ପାଇଁ ସୁଯୋଗ ସୃଷ୍ଟି କରିବା ସରକାରଙ୍କ ପ୍ରାଥମିକତା ହେବା ଉଚିତ। [604, 93, 794, 121]
letters-headline: କୃଷକଙ୍କ ଦାବି ପୂରଣ କରାଯାଉ [384, 1142, 584, 1163]
yellow-mark [36, 1244, 46, 1254]
divider [598, 782, 599, 1128]
nyaya-col [606, 494, 794, 680]
email-box [6, 358, 202, 390]
yellow-mark [754, 1244, 764, 1254]
section-title: ସମ୍ପାଦକୀୟ [30, 120, 156, 150]
quote-author: – ମହାତ୍ମା ଗାନ୍ଧୀ [155, 194, 198, 201]
article-paragraph: ମଣିଷ ଯେତେବେଳେ ଭଲ ବା ମନ୍ଦ କର୍ମ କରେ, ତାହାର ଫଳ ତାକୁ ଭୋଗିବାକୁ ହିଁ ପଡ଼େ। ଭଗବାନ ସବୁକିଛି ଦେଖୁଛନ୍ତି ଏହି ବିଶ୍ୱାସ ମଣିଷକୁ ସତ୍ ପଥରେ ଚାଲିବାକୁ ପ୍ରେରଣା ଦିଏ। ସଚ୍ଚୋଟତା ଓ ନିଷ୍ଠା ଜୀବନର ମୂଳମନ୍ତ୍ର। [8, 970, 112, 1005]
article-paragraph: ମଣିଷ ଯେତେବେଳେ ଭଲ ବା ମନ୍ଦ କର୍ମ କରେ, ତାହାର ଫଳ ତାକୁ ଭୋଗିବାକୁ ହିଁ ପଡ଼େ। ଭଗବାନ ସବୁକିଛି ଦେଖୁଛନ୍ତି ଏହି ବିଶ୍ୱାସ ମଣିଷକୁ ସତ୍ ପଥରେ ଚାଲିବାକୁ ପ୍ରେରଣା ଦିଏ। ସଚ୍ଚୋଟତା ଓ ନିଷ୍ଠା ଜୀବନର ମୂଳମନ୍ତ୍ର। [8, 1034, 178, 1055]
editorial-paragraph: ବିଶିଷ୍ଟ ଲେଖକ ଓ ଚିନ୍ତାନାୟକମାନେ ସମାଜର ଦିଗ ନିର୍ଦ୍ଧାରଣ କରିବାରେ ମହତ୍ତ୍ୱପୂର୍ଣ୍ଣ ଭୂମିକା ଗ୍ରହଣ କରନ୍ତି। ସମାଜରେ ଶାନ୍ତି ଓ ସମ୍ପ୍ରୀତି ବଜାୟ ରଖିବା ପାଇଁ ସମସ୍ତଙ୍କ ସହଯୋଗ ଆବଶ୍ୟକ। ସରକାର ଏବଂ ନାଗରିକ ସମାଜ ମିଳିମିଶି କାର୍ଯ୍ୟ କଲେ ହିଁ ପ୍ରକୃତ ବିକାଶ ସମ୍ଭବ ହେବ। ଶିକ୍ଷା, ସ୍ୱାସ୍ଥ୍ୟ ଓ ନିଯୁକ୍ତି କ୍ଷେତ୍ରରେ ଅଧିକ ଧ୍ୟାନ ଦେବା ଦରକାର। [210, 154, 406, 183]
article-paragraph: ଡିଜିଟାଲ ପ୍ରଯୁକ୍ତି ବ୍ୟବହାର କରି ମାମଲା ଶୁଣାଣି ପ୍ରକ୍ରିୟାକୁ ତ୍ୱରାନ୍ୱିତ କରାଯାଇପାରିବ। ଲୋକ ଅଦାଲତ ଓ ବିକଳ୍ପ ବିବାଦ ସମାଧାନ ବ୍ୟବସ୍ଥାକୁ ଅଧିକ ପ୍ରୋତ୍ସାହନ ଦେବା ଦରକାର। [606, 564, 794, 586]
article-paragraph: ମଣିଷ ଯେତେବେଳେ ଭଲ ବା ମନ୍ଦ କର୍ମ କରେ, ତାହାର ଫଳ ତାକୁ ଭୋଗିବାକୁ ହିଁ ପଡ଼େ। ଭଗବାନ ସବୁକିଛି ଦେଖୁଛନ୍ତି ଏହି ବିଶ୍ୱାସ ମଣିଷକୁ ସତ୍ ପଥରେ ଚାଲିବାକୁ ପ୍ରେରଣା ଦିଏ। ସଚ୍ଚୋଟତା ଓ ନିଷ୍ଠା ଜୀବନର ମୂଳମନ୍ତ୍ର। [8, 841, 178, 863]
article-paragraph: ସମାଜରେ ନାରୀ ନିର୍ଯ୍ୟାତନା ଓ ହିଂସାର ଘଟଣା ଦିନକୁ ଦିନ ବଢ଼ିଚାଲିଛି। ଏହା କେବଳ ଆଇନ ଶୃଙ୍ଖଳାର ସମସ୍ୟା ନୁହେଁ, ବରଂ ଏକ ଗଭୀର ସାମାଜିକ ଓ ମାନସିକ ସମସ୍ୟା। ପରିବାର, ବିଦ୍ୟାଳୟ ଓ ସମାଜ ସ୍ତରରେ ନୈତିକ ଶିକ୍ଷାର ଅଭାବ ଏହି ବିକୃତିର ମୂଳ କାରଣ। [290, 501, 442, 530]
brand-logo: ପ୍ରଗତିବାଦୀ [30, 46, 168, 68]
article-paragraph: ନୂଆ ପିଢ଼ି ଯେପରି ନିଜ ସଂସ୍କୃତି ପ୍ରତି ଗର୍ବ ଅନୁଭବ କରିବ, ସେଥିପାଇଁ ଶିକ୍ଷା ବ୍ୟବସ୍ଥାରେ ସଂସ୍କୃତି ବିଷୟକ ପାଠ ସାମିଲ କରିବା ଉଚିତ। [282, 820, 368, 848]
editorial-paragraph: ରାଜନୈତିକ ସ୍ଥିରତା ବିନା ଅର୍ଥନୈତିକ ପ୍ରଗତି ସମ୍ଭବ ନୁହେଁ। ଅନ୍ତର୍ଜାତୀୟ ସମ୍ପର୍କ ଓ କୂଟନୀତି ଆଜି ଅଧିକ ଗୁରୁତ୍ୱପୂର୍ଣ୍ଣ ହୋଇପାରିଛି। ଦେଶର ସୁରକ୍ଷା ଓ ସାର୍ବଭୌମତ୍ୱ ରକ୍ଷା କରିବା ପ୍ରତ୍ୟେକ ନାଗରିକଙ୍କ ଦାୟିତ୍ୱ। ନୂଆ ପିଢ଼ି ପାଇଁ ସୁଯୋଗ ସୃଷ୍ଟି କରିବା ସରକାରଙ୍କ ପ୍ରାଥମିକତା ହେବା ଉଚିତ। [410, 235, 600, 263]
article-paragraph: ଆଇନକୁ କଡ଼ାକଡ଼ି ଭାବେ ଲାଗୁ କରିବା ସହ ଦୋଷୀଙ୍କୁ ଶୀଘ୍ର ଦଣ୍ଡ ଦେବା ଆବଶ୍ୟକ। ସଚେତନତା କାର୍ଯ୍ୟକ୍ରମ ମାଧ୍ୟମରେ ଲୋକଙ୍କ ମାନସିକତାରେ ପରିବର୍ତ୍ତନ ଆଣିବାକୁ ହେବ। ଗଣମାଧ୍ୟମ ଓ ସାମାଜିକ ସଂଗଠନଗୁଡ଼ିକ ଏଥିରେ ବଡ଼ ଭୂମିକା ନେଇପାରନ୍ତି। [290, 563, 442, 591]
main-col-1 [132, 440, 284, 766]
letter-paragraph: ରାଜ୍ୟର ଚାଷୀମାନେ ଫସଲର ଉଚିତ ମୂଲ୍ୟ ନପାଇ ଅସୁବିଧାରେ ପଡ଼ିଛନ୍ତି। ମଣ୍ଡିରେ ଧାନ କିଣାବିକା ସମୟରେ କଟନି ଛଟନି ସମସ୍ୟା ଦେଖାଦେଉଛି। [590, 1163, 794, 1177]
article-paragraph: ସ୍ଥାନୀୟ ଉତ୍ସବ, ଲୋକନୃତ୍ୟ ଓ ହସ୍ତଶିଳ୍ପକୁ ପ୍ରୋତ୍ସାହନ ଦେଲେ ସଂସ୍କୃତି ସୁରକ୍ଷିତ ରହିବ। [188, 881, 278, 903]
site-name[interactable]: pragativadi•com [643, 2, 766, 17]
article-paragraph: ଆଇନକୁ କଡ଼ାକଡ଼ି ଭାବେ ଲାଗୁ କରିବା ସହ ଦୋଷୀଙ୍କୁ ଶୀଘ୍ର ଦଣ୍ଡ ଦେବା ଆବଶ୍ୟକ। ସଚେତନତା କାର୍ଯ୍ୟକ୍ରମ ମାଧ୍ୟମରେ ଲୋକଙ୍କ ମାନସିକତାରେ ପରିବର୍ତ୍ତନ ଆଣିବାକୁ ହେବ। ଗଣମାଧ୍ୟମ ଓ ସାମାଜିକ ସଂଗଠନଗୁଡ଼ିକ ଏଥିରେ ବଡ଼ ଭୂମିକା ନେଇପାରନ୍ତି। [290, 440, 442, 468]
section-rule [6, 390, 794, 392]
pull-quote: ଏହି ଧାରଣା ସମାଜରେ ଧର୍ମ ପାଇଁ ଘୃଣା ସୃଷ୍ଟି କରିବା ବଦଳରେ ସହନଶୀଳତା ଓ ସମ୍ମାନ ବଢ଼ାଇବା ପାଇଁ ସମସ୍ତଙ୍କୁ ଆଗେଇ ଆସିବାକୁ ପଡ଼ିବ। [8, 486, 128, 529]
magenta-mark [768, 1244, 778, 1254]
tithi-label: ତିଥିବାର [10, 336, 45, 349]
color-registration-marks [592, 1244, 792, 1254]
bhagwan-col-2 [8, 1034, 178, 1120]
article-paragraph: ଏହି ପ୍ରସଙ୍ଗରେ ଆଲୋଚନା କରିବା ଆବଶ୍ୟକ ଯେ ଗ୍ରାମାଞ୍ଚଳର ଲୋକମାନେ ଏବେ ମଧ୍ୟ ମୌଳିକ ସୁବିଧାରୁ ବଞ୍ଚିତ। ଶିକ୍ଷା ଓ ସ୍ୱାସ୍ଥ୍ୟ ସେବାର ମାନ ଉନ୍ନତ କରିବା ସହ ଯୁବକଙ୍କ ପାଇଁ ନିଯୁକ୍ତି ସୁଯୋଗ ସୃଷ୍ଟି କରିବା ଦରକାର। [602, 876, 794, 897]
sanskriti-author-name: ସୁଧାକର ଦାସ [410, 832, 445, 840]
letters-col-3 [590, 1138, 794, 1222]
article-paragraph: ସରକାର ଓ ସମାଜ ମିଳିତ ଭାବେ ଏହି ଦିଗରେ କାର୍ଯ୍ୟ କରିବା ଆବଶ୍ୟକ। [486, 820, 594, 834]
